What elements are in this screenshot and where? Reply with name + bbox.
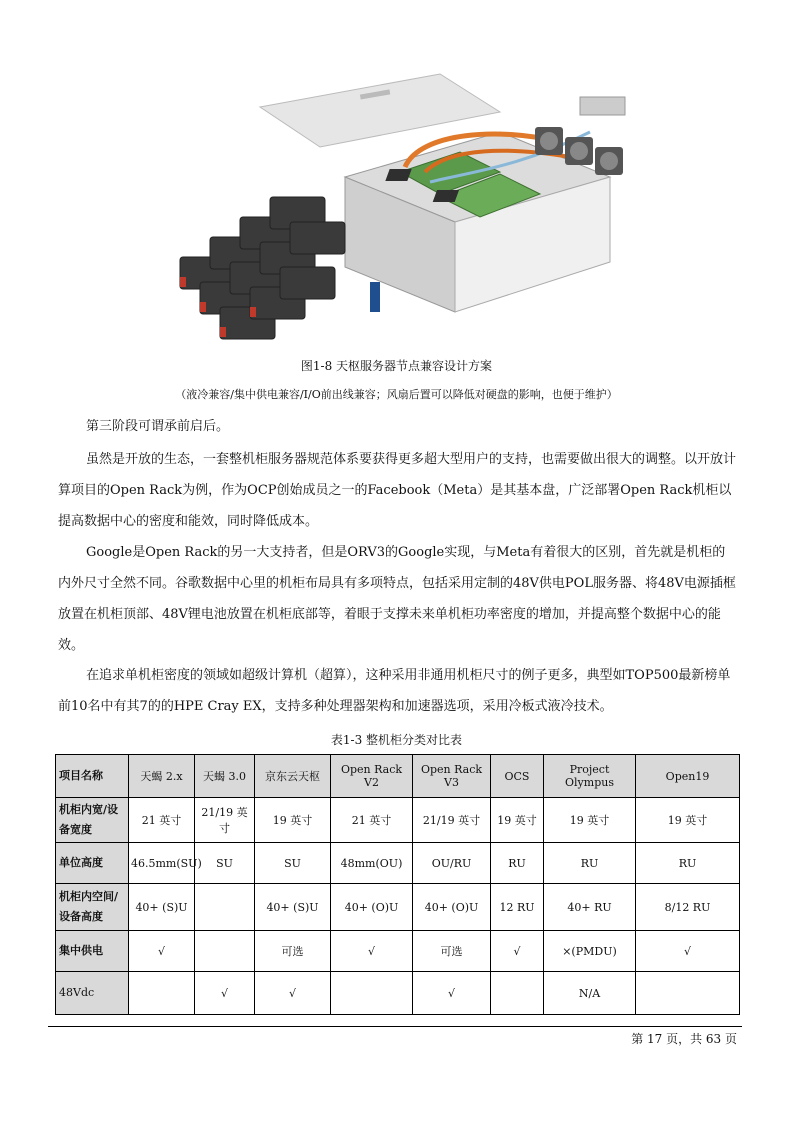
table-cell: 19 英寸 xyxy=(255,798,331,843)
table-cell: 21 英寸 xyxy=(331,798,413,843)
table-cell xyxy=(195,931,255,972)
table-row xyxy=(56,798,740,843)
table-cell: RU xyxy=(636,843,740,884)
table-cell xyxy=(491,972,544,1015)
table-cell: ×(PMDU) xyxy=(544,931,636,972)
table-cell: √ xyxy=(636,931,740,972)
table-cell: √ xyxy=(413,972,491,1015)
figure-caption: 图1-8 天枢服务器节点兼容设计方案 xyxy=(300,359,493,373)
table-row xyxy=(56,843,740,884)
table-cell: RU xyxy=(544,843,636,884)
table-cell: √ xyxy=(129,931,195,972)
page-number: 第 17 页，共 63 页 xyxy=(631,1032,737,1046)
table-cell: √ xyxy=(491,931,544,972)
row-label: 单位高度 xyxy=(56,843,129,884)
header-cell: Project Olympus xyxy=(544,755,636,798)
table-cell xyxy=(195,884,255,931)
table-cell: 21/19 英寸 xyxy=(195,798,255,843)
table-cell: SU xyxy=(195,843,255,884)
row-label: 机柜内宽/设备宽度 xyxy=(56,798,129,843)
paragraph-2: 虽然是开放的生态，一套整机柜服务器规范体系要获得更多超大型用户的支持，也需要做出很大的调整。以开放计算项目的Open Rack为例，作为OCP创始成员之一的Facebook（Meta）是其基本盘，广泛部署Open Rack机柜以提高数据中心的密度和能效，同时降低成本。 xyxy=(58,452,737,529)
table-cell: 19 英寸 xyxy=(544,798,636,843)
table-cell: 可选 xyxy=(255,931,331,972)
figure-subcaption: （液冷兼容/集中供电兼容/I/O前出线兼容；风扇后置可以降低对硬盘的影响，也便于维护） xyxy=(175,388,618,401)
table-cell: √ xyxy=(195,972,255,1015)
header-cell: OCS xyxy=(491,755,544,798)
table-cell: 40+ (O)U xyxy=(331,884,413,931)
table-cell: 40+ (S)U xyxy=(129,884,195,931)
table-cell: 8/12 RU xyxy=(636,884,740,931)
table-cell: 40+ RU xyxy=(544,884,636,931)
row-label: 集中供电 xyxy=(56,931,129,972)
server-node-illustration xyxy=(170,72,640,352)
table-cell: 46.5mm(SU) xyxy=(129,843,195,884)
table-cell: SU xyxy=(255,843,331,884)
header-cell: 京东云天枢 xyxy=(255,755,331,798)
table-cell: 48mm(OU) xyxy=(331,843,413,884)
header-cell: 天蝎 2.x xyxy=(129,755,195,798)
table-cell: RU xyxy=(491,843,544,884)
header-cell: Open19 xyxy=(636,755,740,798)
paragraph-1: 第三阶段可谓承前启后。 xyxy=(86,419,230,434)
table-cell: OU/RU xyxy=(413,843,491,884)
table-cell: √ xyxy=(331,931,413,972)
header-cell: 项目名称 xyxy=(56,755,129,798)
table-cell: 40+ (S)U xyxy=(255,884,331,931)
table-caption: 表1-3 整机柜分类对比表 xyxy=(330,733,463,747)
table-row xyxy=(56,972,740,1015)
table-cell: 19 英寸 xyxy=(636,798,740,843)
table-cell xyxy=(636,972,740,1015)
table-cell: 19 英寸 xyxy=(491,798,544,843)
table-header-row xyxy=(56,755,740,798)
table-cell: 可选 xyxy=(413,931,491,972)
table-cell: N/A xyxy=(544,972,636,1015)
row-label: 48Vdc xyxy=(56,972,129,1015)
server-node-drawing xyxy=(170,72,640,352)
table-cell xyxy=(129,972,195,1015)
table-cell: 12 RU xyxy=(491,884,544,931)
header-cell: 天蝎 3.0 xyxy=(195,755,255,798)
table-cell: 40+ (O)U xyxy=(413,884,491,931)
rack-comparison-table xyxy=(55,754,740,1015)
paragraph-3: Google是Open Rack的另一大支持者，但是ORV3的Google实现，与Meta有着很大的区别，首先就是机柜的内外尺寸全然不同。谷歌数据中心里的机柜布局具有多项特点，包括采用定制的48V供电POL服务器、将48V电源插框放置在机柜顶部、48V锂电池放置在机柜底部等，着眼于支撑未来单机柜功率密度的增加，并提高整个数据中心的能效。 xyxy=(58,545,736,653)
table-row xyxy=(56,931,740,972)
row-label: 机柜内空间/设备高度 xyxy=(56,884,129,931)
table-cell xyxy=(331,972,413,1015)
table-cell: 21 英寸 xyxy=(129,798,195,843)
footer-divider xyxy=(48,1026,742,1027)
table-cell: √ xyxy=(255,972,331,1015)
table-cell: 21/19 英寸 xyxy=(413,798,491,843)
paragraph-4: 在追求单机柜密度的领域如超级计算机（超算），这种采用非通用机柜尺寸的例子更多，典型如TOP500最新榜单前10名中有其7的的HPE Cray EX，支持多种处理器架构和加速器选项，采用冷板式液冷技术。 xyxy=(58,668,731,714)
header-cell: Open Rack V3 xyxy=(413,755,491,798)
header-cell: Open Rack V2 xyxy=(331,755,413,798)
table-row xyxy=(56,884,740,931)
